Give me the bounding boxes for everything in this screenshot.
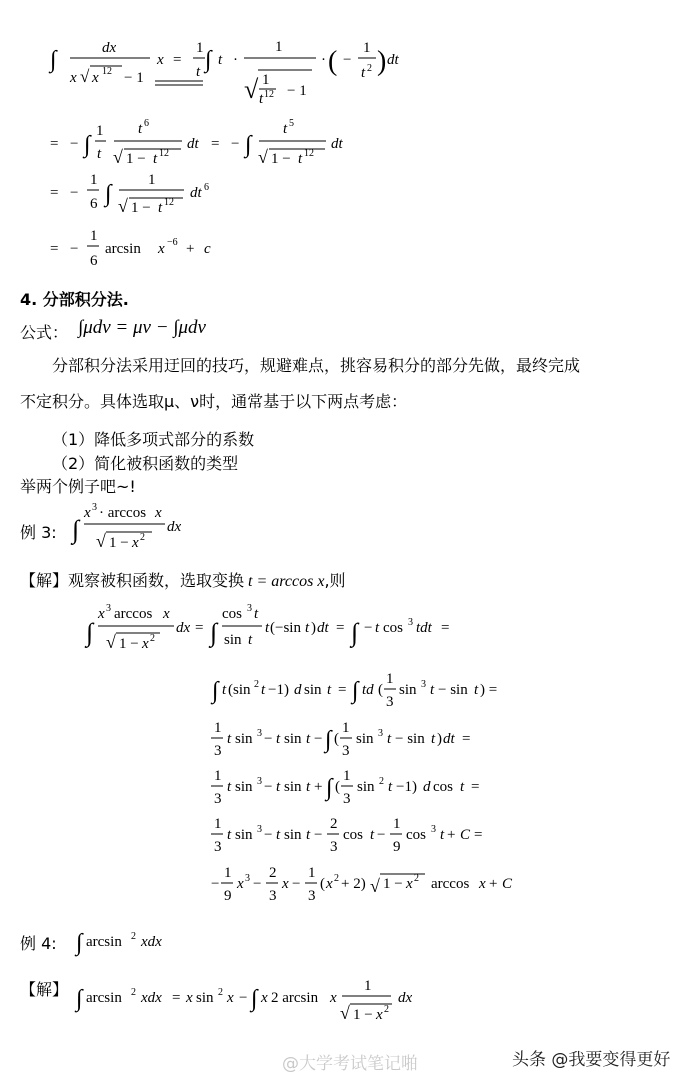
- svg-text:3: 3: [245, 873, 250, 884]
- top-derivation: [0, 0, 690, 280]
- svg-text:sin: sin: [224, 632, 242, 648]
- svg-text:t: t: [306, 779, 311, 795]
- svg-text:− sin: − sin: [438, 682, 468, 698]
- svg-text:− sin: − sin: [395, 731, 425, 747]
- svg-text:1: 1: [363, 40, 371, 56]
- svg-text:3: 3: [214, 791, 222, 807]
- svg-text:3: 3: [106, 603, 111, 614]
- svg-text:t: t: [474, 682, 479, 698]
- svg-text:x: x: [158, 241, 165, 257]
- svg-text:t: t: [430, 682, 435, 698]
- svg-text:d: d: [423, 779, 431, 795]
- svg-text:2: 2: [334, 873, 339, 884]
- svg-text:3: 3: [214, 743, 222, 759]
- svg-text:dt: dt: [317, 620, 329, 636]
- svg-text:6: 6: [204, 182, 209, 193]
- svg-text:sin: sin: [235, 731, 253, 747]
- svg-text:∫: ∫: [352, 678, 359, 704]
- svg-text:−: −: [70, 185, 79, 201]
- svg-text:t: t: [431, 731, 436, 747]
- svg-text:t: t: [259, 91, 264, 107]
- examples-intro: 举两个例子吧~!: [20, 477, 136, 496]
- svg-text:sin: sin: [196, 990, 214, 1006]
- svg-text:−1): −1): [396, 779, 417, 795]
- svg-text:t: t: [196, 64, 201, 80]
- paragraph-line-1: 分部积分法采用迂回的技巧，规避难点，挑容易积分的部分先做，最终完成: [52, 356, 581, 375]
- svg-text:1: 1: [224, 865, 232, 881]
- svg-text:tdt: tdt: [416, 620, 432, 636]
- svg-text:−: −: [70, 136, 79, 152]
- svg-text:−1): −1): [268, 682, 289, 698]
- svg-text:1: 1: [90, 172, 98, 188]
- svg-text:3: 3: [343, 791, 351, 807]
- svg-text:t: t: [276, 827, 281, 843]
- paragraph-line-2: 不定积分。具体选取μ、ν时，通常基于以下两点考虑：: [20, 392, 408, 411]
- svg-text:−: −: [264, 827, 273, 843]
- watermark: @大学考试笔记啪: [282, 1054, 418, 1074]
- svg-text:C: C: [460, 827, 471, 843]
- svg-text:t: t: [440, 827, 445, 843]
- svg-text:1: 1: [196, 40, 204, 56]
- svg-text:dt: dt: [443, 731, 455, 747]
- svg-text:t: t: [276, 731, 281, 747]
- svg-text:=: =: [338, 682, 347, 698]
- svg-text:) =: ) =: [480, 682, 498, 698]
- svg-text:1: 1: [343, 768, 351, 784]
- svg-text:·: ·: [321, 52, 326, 68]
- svg-text:−: −: [377, 827, 386, 843]
- svg-text:=: =: [173, 52, 182, 68]
- svg-text:3: 3: [378, 728, 383, 739]
- svg-text:1 −: 1 −: [109, 535, 129, 551]
- svg-text:∫: ∫: [105, 181, 112, 207]
- svg-text:=: =: [211, 136, 220, 152]
- svg-text:t: t: [227, 779, 232, 795]
- svg-text:x: x: [163, 606, 170, 622]
- svg-text:6: 6: [90, 253, 98, 269]
- svg-text:2: 2: [131, 931, 136, 942]
- svg-text:t: t: [375, 620, 380, 636]
- svg-text:+: +: [489, 876, 498, 892]
- svg-text:−: −: [314, 731, 323, 747]
- svg-text:−: −: [314, 827, 323, 843]
- svg-text:1 −: 1 −: [271, 151, 291, 167]
- svg-text:1: 1: [364, 978, 372, 994]
- svg-text:dx: dx: [102, 40, 117, 56]
- svg-text:2: 2: [140, 532, 145, 543]
- svg-text:x: x: [406, 876, 413, 892]
- svg-text:c: c: [204, 241, 211, 257]
- svg-text:x: x: [479, 876, 486, 892]
- svg-text:x: x: [157, 52, 164, 68]
- svg-text:x: x: [70, 70, 77, 86]
- svg-text:1 −: 1 −: [126, 151, 146, 167]
- svg-text:x: x: [92, 70, 99, 86]
- svg-text:x: x: [227, 990, 234, 1006]
- svg-text:x: x: [132, 535, 139, 551]
- svg-text:√: √: [340, 1003, 350, 1023]
- example-4-solution: [74, 968, 434, 1033]
- svg-text:+: +: [186, 241, 195, 257]
- example-3-label: 例 3:: [20, 523, 57, 542]
- svg-text:x: x: [237, 876, 244, 892]
- svg-text:∫: ∫: [72, 515, 80, 544]
- example-3-steps: [0, 596, 690, 916]
- list-item-1: （1）降低多项式部分的系数: [52, 430, 255, 449]
- svg-text:t: t: [306, 827, 311, 843]
- svg-text:−6: −6: [167, 237, 178, 248]
- svg-text:=: =: [474, 827, 483, 843]
- svg-text:·: ·: [233, 52, 238, 68]
- svg-text:t: t: [158, 200, 163, 216]
- svg-text:−: −: [211, 876, 220, 892]
- svg-text:xdx: xdx: [141, 934, 162, 950]
- svg-text:3: 3: [342, 743, 350, 759]
- svg-text:2: 2: [269, 865, 277, 881]
- svg-text:3: 3: [257, 728, 262, 739]
- svg-text:1: 1: [342, 720, 350, 736]
- svg-text:arccos: arccos: [114, 606, 153, 622]
- svg-text:(: (: [328, 46, 338, 77]
- svg-text:=: =: [462, 731, 471, 747]
- svg-text:12: 12: [264, 89, 274, 100]
- example-4-problem: [74, 922, 184, 963]
- svg-text:d: d: [294, 682, 302, 698]
- svg-text:3: 3: [247, 603, 252, 614]
- svg-text:1 −: 1 −: [119, 636, 139, 652]
- svg-text:td: td: [362, 682, 374, 698]
- svg-text:t: t: [460, 779, 465, 795]
- svg-text:√: √: [244, 75, 259, 104]
- svg-text:3: 3: [257, 824, 262, 835]
- svg-text:−: −: [364, 620, 373, 636]
- svg-text:3: 3: [214, 839, 222, 855]
- svg-text:dt: dt: [190, 185, 202, 201]
- solution-text: 观察被积函数，选取变换: [68, 571, 245, 590]
- svg-text:12: 12: [164, 197, 174, 208]
- svg-text:6: 6: [90, 196, 98, 212]
- svg-text:dt: dt: [331, 136, 343, 152]
- svg-text:(: (: [335, 779, 340, 795]
- svg-text:): ): [377, 46, 387, 77]
- svg-text:1: 1: [96, 123, 104, 139]
- svg-text:(: (: [320, 876, 325, 892]
- svg-text:∫: ∫: [76, 930, 83, 956]
- svg-text:cos: cos: [222, 606, 242, 622]
- list-item-2: （2）简化被积函数的类型: [52, 454, 239, 473]
- svg-text:sin: sin: [356, 731, 374, 747]
- svg-text:2: 2: [254, 679, 259, 690]
- svg-text:1: 1: [214, 816, 222, 832]
- svg-text:3: 3: [92, 502, 97, 513]
- svg-text:√: √: [370, 876, 380, 896]
- svg-text:): ): [311, 620, 316, 636]
- svg-text:xdx: xdx: [141, 990, 162, 1006]
- svg-text:12: 12: [102, 66, 112, 77]
- svg-text:dt: dt: [187, 136, 199, 152]
- svg-text:3: 3: [408, 617, 413, 628]
- svg-text:t: t: [283, 121, 288, 137]
- svg-text:3: 3: [269, 888, 277, 904]
- svg-text:1: 1: [214, 768, 222, 784]
- svg-text:t: t: [248, 632, 253, 648]
- example-3-solution-intro: [20, 568, 346, 591]
- svg-text:√: √: [258, 147, 268, 167]
- svg-text:1: 1: [386, 671, 394, 687]
- svg-text:x: x: [84, 505, 91, 521]
- solution-then: ,则: [324, 571, 346, 590]
- svg-text:cos: cos: [406, 827, 426, 843]
- example-4-solution-svg: [74, 968, 434, 1028]
- svg-text:sin: sin: [399, 682, 417, 698]
- svg-text:t: t: [222, 682, 227, 698]
- svg-text:− 1: − 1: [287, 83, 307, 99]
- svg-text:cos: cos: [383, 620, 403, 636]
- svg-text:1: 1: [90, 228, 98, 244]
- svg-text:∫: ∫: [351, 618, 359, 647]
- svg-text:5: 5: [289, 118, 294, 129]
- svg-text:sin: sin: [235, 827, 253, 843]
- svg-text:2: 2: [384, 1004, 389, 1015]
- svg-text:1 −: 1 −: [383, 876, 403, 892]
- svg-text:dt: dt: [387, 52, 399, 68]
- svg-text:∫: ∫: [50, 47, 57, 73]
- svg-text:−: −: [264, 731, 273, 747]
- svg-text:∫: ∫: [212, 678, 219, 704]
- svg-text:· arccos: · arccos: [99, 505, 147, 521]
- svg-text:2: 2: [414, 873, 419, 884]
- svg-text:sin: sin: [357, 779, 375, 795]
- svg-text:−: −: [231, 136, 240, 152]
- svg-text:−: −: [292, 876, 301, 892]
- formula: ∫μdν = μν − ∫μdν: [78, 317, 206, 338]
- svg-text:∫: ∫: [76, 986, 83, 1012]
- svg-text:−: −: [343, 52, 352, 68]
- svg-text:t: t: [388, 779, 393, 795]
- solution-label: 【解】: [20, 571, 69, 590]
- svg-text:=: =: [50, 241, 59, 257]
- svg-text:(: (: [378, 682, 383, 698]
- svg-text:∫: ∫: [84, 132, 91, 158]
- svg-text:∫: ∫: [245, 132, 252, 158]
- svg-text:t: t: [327, 682, 332, 698]
- svg-text:x: x: [376, 1007, 383, 1023]
- svg-text:t: t: [261, 682, 266, 698]
- svg-text:√: √: [106, 632, 116, 652]
- svg-text:t: t: [361, 65, 366, 81]
- svg-text:(−sin: (−sin: [270, 620, 301, 636]
- svg-text:t: t: [227, 827, 232, 843]
- svg-text:∫: ∫: [251, 986, 258, 1012]
- svg-text:sin: sin: [284, 779, 302, 795]
- svg-text:∫: ∫: [205, 47, 212, 73]
- svg-text:+ 2): + 2): [341, 876, 366, 892]
- example-3-problem-svg: [70, 500, 210, 560]
- svg-text:t: t: [265, 620, 270, 636]
- svg-text:=: =: [195, 620, 204, 636]
- svg-text:=: =: [50, 185, 59, 201]
- svg-text:2: 2: [131, 987, 136, 998]
- example-3-problem: [70, 500, 210, 565]
- svg-text:t: t: [387, 731, 392, 747]
- svg-text:√: √: [96, 531, 106, 551]
- svg-text:arcsin: arcsin: [86, 934, 122, 950]
- svg-text:t: t: [153, 151, 158, 167]
- svg-text:∫: ∫: [86, 618, 94, 647]
- top-derivation-svg: [0, 0, 690, 280]
- svg-text:(: (: [334, 731, 339, 747]
- svg-text:∫: ∫: [210, 618, 218, 647]
- svg-text:dx: dx: [167, 519, 182, 535]
- svg-text:3: 3: [421, 679, 426, 690]
- svg-text:2: 2: [218, 987, 223, 998]
- svg-text:sin: sin: [235, 779, 253, 795]
- svg-text:arccos: arccos: [431, 876, 470, 892]
- svg-text:1 −: 1 −: [131, 200, 151, 216]
- svg-text:cos: cos: [343, 827, 363, 843]
- svg-text:3: 3: [386, 694, 394, 710]
- svg-text:(sin: (sin: [228, 682, 251, 698]
- svg-text:+: +: [447, 827, 456, 843]
- svg-text:1 −: 1 −: [353, 1007, 373, 1023]
- svg-text:=: =: [471, 779, 480, 795]
- svg-text:3: 3: [330, 839, 338, 855]
- svg-text:1: 1: [148, 172, 156, 188]
- svg-text:√: √: [118, 196, 128, 216]
- svg-text:−: −: [70, 241, 79, 257]
- svg-text:dx: dx: [398, 990, 413, 1006]
- svg-text:3: 3: [257, 776, 262, 787]
- svg-text:3: 3: [308, 888, 316, 904]
- svg-text:∫: ∫: [326, 775, 333, 801]
- example-4-solution-label: 【解】: [20, 980, 69, 999]
- svg-text:x: x: [326, 876, 333, 892]
- svg-text:dx: dx: [176, 620, 191, 636]
- svg-text:+: +: [314, 779, 323, 795]
- svg-text:C: C: [502, 876, 513, 892]
- svg-text:2: 2: [367, 63, 372, 74]
- svg-text:3: 3: [431, 824, 436, 835]
- example-4-label: 例 4:: [20, 934, 57, 953]
- svg-text:−: −: [253, 876, 262, 892]
- example-3-steps-svg: [0, 596, 690, 916]
- svg-text:=: =: [336, 620, 345, 636]
- section-heading: 4. 分部积分法.: [20, 290, 129, 309]
- svg-text:12: 12: [304, 148, 314, 159]
- svg-text:2 arcsin: 2 arcsin: [271, 990, 319, 1006]
- svg-text:2: 2: [330, 816, 338, 832]
- source-credit: 头条 @我要变得更好: [512, 1050, 671, 1070]
- svg-text:x: x: [330, 990, 337, 1006]
- svg-text:x: x: [98, 606, 105, 622]
- svg-text:2: 2: [379, 776, 384, 787]
- substitution: t = arccos x: [248, 573, 325, 590]
- svg-text:x: x: [155, 505, 162, 521]
- svg-text:x: x: [186, 990, 193, 1006]
- example-4-problem-svg: [74, 922, 184, 958]
- svg-text:sin: sin: [284, 731, 302, 747]
- svg-text:1: 1: [262, 72, 270, 88]
- svg-text:t: t: [370, 827, 375, 843]
- svg-text:x: x: [261, 990, 268, 1006]
- svg-text:√: √: [113, 147, 123, 167]
- svg-text:∫: ∫: [325, 727, 332, 753]
- svg-text:1: 1: [275, 39, 283, 55]
- svg-text:sin: sin: [284, 827, 302, 843]
- svg-text:t: t: [276, 779, 281, 795]
- svg-text:t: t: [305, 620, 310, 636]
- svg-text:9: 9: [224, 888, 232, 904]
- svg-text:arcsin: arcsin: [105, 241, 141, 257]
- svg-text:9: 9: [393, 839, 401, 855]
- svg-text:t: t: [97, 146, 102, 162]
- svg-text:2: 2: [150, 633, 155, 644]
- svg-text:12: 12: [159, 148, 169, 159]
- svg-text:t: t: [298, 151, 303, 167]
- svg-text:6: 6: [144, 118, 149, 129]
- svg-text:1: 1: [393, 816, 401, 832]
- svg-text:sin: sin: [304, 682, 322, 698]
- formula-label: 公式：: [20, 323, 69, 342]
- svg-text:t: t: [218, 52, 223, 68]
- svg-text:√: √: [80, 67, 90, 86]
- svg-text:t: t: [306, 731, 311, 747]
- svg-text:−: −: [239, 990, 248, 1006]
- svg-text:1: 1: [214, 720, 222, 736]
- svg-text:=: =: [172, 990, 181, 1006]
- svg-text:): ): [437, 731, 442, 747]
- svg-text:− 1: − 1: [124, 70, 144, 86]
- svg-text:1: 1: [308, 865, 316, 881]
- svg-text:=: =: [50, 136, 59, 152]
- svg-text:t: t: [138, 121, 143, 137]
- svg-text:x: x: [142, 636, 149, 652]
- svg-text:−: −: [264, 779, 273, 795]
- svg-text:=: =: [441, 620, 450, 636]
- svg-text:arcsin: arcsin: [86, 990, 122, 1006]
- svg-text:t: t: [254, 606, 259, 622]
- svg-text:t: t: [227, 731, 232, 747]
- svg-text:x: x: [282, 876, 289, 892]
- svg-text:cos: cos: [433, 779, 453, 795]
